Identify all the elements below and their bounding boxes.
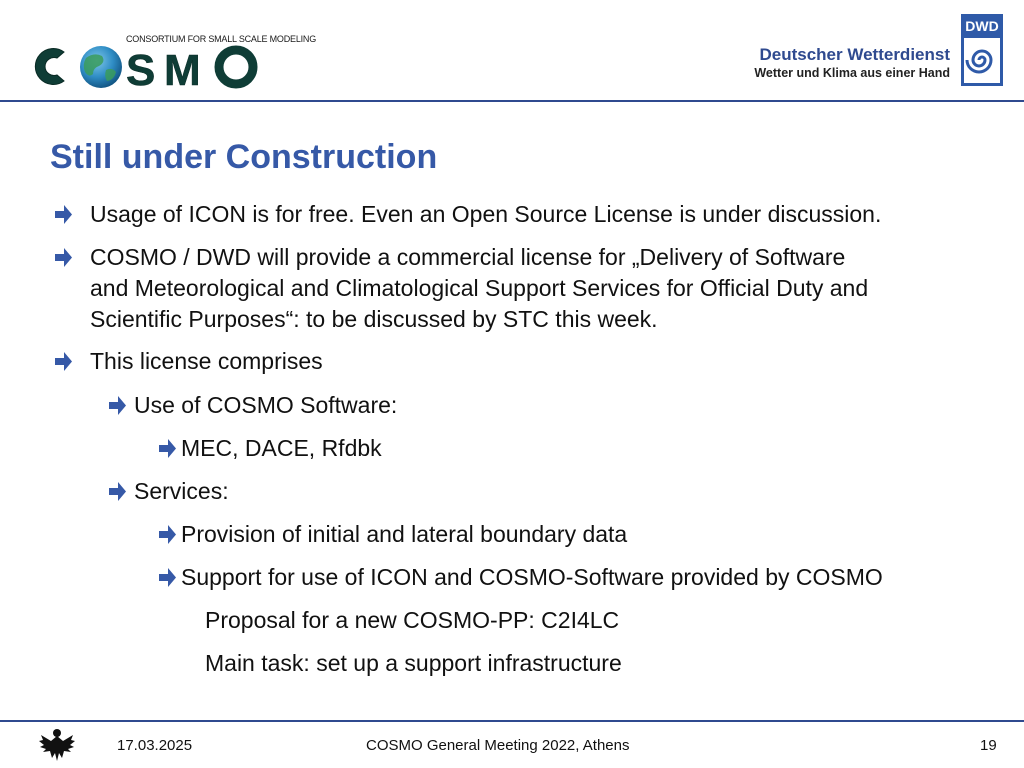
- header-divider: [0, 100, 1024, 102]
- slide-header: [0, 0, 1024, 100]
- footer-date: 17.03.2025: [117, 737, 193, 754]
- bullet-item: Usage of ICON is for free. Even an Open Source License is under discussion.: [90, 201, 882, 227]
- federal-eagle-icon: [37, 725, 77, 765]
- dwd-badge-text: DWD: [965, 18, 999, 34]
- dwd-tagline: Wetter und Klima aus einer Hand: [754, 66, 950, 80]
- bullet-item: Main task: set up a support infrastructure: [205, 650, 622, 676]
- arrow-right-icon: [53, 242, 73, 273]
- cosmo-logo: [26, 44, 258, 89]
- arrow-right-icon: [156, 562, 178, 593]
- footer-divider: [0, 720, 1024, 722]
- bullet-item: [90, 242, 990, 335]
- slide-title: Still under Construction: [50, 138, 438, 176]
- bullet-item: Use of COSMO Software:: [134, 392, 398, 418]
- dwd-logo: [961, 14, 1003, 86]
- bullet-item: Proposal for a new COSMO-PP: C2I4LC: [205, 607, 620, 633]
- bullet-line: Scientific Purposes“: to be discussed by STC this week.: [90, 306, 658, 332]
- arrow-right-icon: [156, 519, 178, 550]
- arrow-right-icon: [106, 390, 128, 421]
- svg-text:M: M: [164, 46, 201, 89]
- bullet-line: COSMO / DWD will provide a commercial license for „Delivery of Software: [90, 244, 846, 270]
- bullet-item: MEC, DACE, Rfdbk: [181, 435, 382, 461]
- arrow-right-icon: [106, 476, 128, 507]
- dwd-name: Deutscher Wetterdienst: [759, 45, 950, 64]
- arrow-right-icon: [53, 199, 73, 230]
- bullet-item: Support for use of ICON and COSMO-Software provided by COSMO: [181, 564, 883, 590]
- page-number: 19: [980, 737, 997, 754]
- bullet-item: Services:: [134, 478, 229, 504]
- consortium-tagline: CONSORTIUM FOR SMALL SCALE MODELING: [126, 34, 317, 44]
- bullet-line: and Meteorological and Climatological Support Services for Official Duty and: [90, 275, 869, 301]
- arrow-right-icon: [53, 346, 73, 377]
- arrow-right-icon: [156, 433, 178, 464]
- bullet-item: Provision of initial and lateral boundary data: [181, 521, 628, 547]
- footer-event: COSMO General Meeting 2022, Athens: [366, 737, 630, 754]
- bullet-item: This license comprises: [90, 348, 323, 374]
- svg-text:S: S: [126, 46, 156, 89]
